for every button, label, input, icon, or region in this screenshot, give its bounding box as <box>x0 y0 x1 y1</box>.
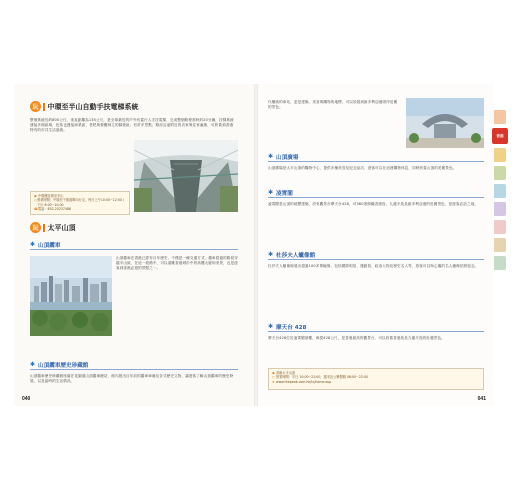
title-bar <box>43 224 45 232</box>
star-icon: ✱ <box>268 189 274 196</box>
subheader-sky-terrace <box>268 322 484 331</box>
info-box <box>30 191 130 215</box>
tussauds-body: 杜莎夫人蠟像館展出超過100多尊蠟像，包括國際明星、運動員、政治人物及歷史名人等，遊客可以與心儀的名人蠟像拍照留念。 <box>268 264 479 268</box>
subheader-peak-tower <box>268 188 484 197</box>
divider <box>268 331 484 332</box>
divider <box>30 249 238 250</box>
info-box <box>268 368 484 390</box>
chapter-tab-label: 香港 <box>496 133 504 138</box>
divider <box>268 259 484 260</box>
chapter-tab[interactable] <box>494 238 506 252</box>
book-spread <box>14 84 494 406</box>
subheader-text: 山頂纜車歷史珍藏館 <box>38 362 89 369</box>
peak-tower-body: 凌霄閣是山頂的地標建築，設有觀景台摩天台428，可360度俯瞰香港島、九龍半島及維多利亞港的壯麗景色，是遊客必訪之地。 <box>268 202 479 206</box>
section-body: 整個系統長約800公尺，垂直距離為135公尺，是全球最長的戶外有蓋行人手扶電梯，完成整個路程需時約20分鐘，扶梯系統連接多個區域，包括也連接商業區、老吧與餐廳林立的蘇豪區；有許多景點，路徑沿途附近的店家與住家遍佈，可欣賞到香港特有的市井生活風貌。 <box>30 118 234 133</box>
subheader-text: 摩天台 428 <box>276 324 307 331</box>
location-icon: ◉ <box>272 371 275 375</box>
subheader-text: 山頂廣場 <box>276 154 299 161</box>
chapter-tab-active[interactable] <box>492 128 508 144</box>
sky-terrace-body: 摩天台428位於凌霄閣頂樓，海拔428公尺，是香港最高的觀景台，可以欣賞香港島及九龍半島的壯麗景色。 <box>268 336 445 340</box>
section-header-peak <box>30 222 76 233</box>
star-icon: ✱ <box>268 153 274 160</box>
subheader-madame-tussauds <box>268 250 484 259</box>
play-badge-icon: 玩 <box>30 101 41 112</box>
subheader-text: 凌霄閣 <box>276 190 293 197</box>
clock-icon: ◷ <box>272 375 275 380</box>
victoria-harbour-photo <box>30 256 112 336</box>
chapter-tab[interactable] <box>494 110 506 124</box>
galleria-body: 山頂廣場是太平山頂的購物中心，提供多種美食及紀念品店，遊客可以在這裡購物休息，同時欣賞山頂的美麗景色。 <box>268 166 457 170</box>
intro-body: 代權威的車站，更是建築、美食與購物的地標，可以欣賞到維多利亞港兩岸壯麗的景色。 <box>268 100 398 110</box>
subheader-text: 山頂纜車 <box>38 242 61 249</box>
subheader-text: 杜莎夫人蠟像館 <box>276 252 316 259</box>
page-number: 040 <box>22 396 31 402</box>
info-phone: 電話：852-25237486 <box>38 207 72 212</box>
subheader-peak-tram <box>30 240 238 249</box>
chapter-tabs <box>494 110 508 274</box>
peak-tram-body: 山頂纜車在香港已經有百年歷史，不僅是一種交通方式，纜車經過的路段穿越半山區，在這一段路中，可以遠眺香港城市中的高樓大廈和美景，也是遊客到香港必遊的景點之一。 <box>116 256 238 271</box>
chapter-tab[interactable] <box>494 202 506 216</box>
subheader-tram-museum <box>30 360 238 369</box>
chapter-tab[interactable] <box>494 184 506 198</box>
escalator-photo <box>134 140 238 212</box>
info-url: www.thepeak.com.hk/tc/home.asp <box>276 379 332 384</box>
chapter-tab[interactable] <box>494 148 506 162</box>
section-header-escalator <box>30 101 139 112</box>
page-number: 041 <box>477 396 486 402</box>
left-page <box>14 84 254 406</box>
chapter-tab[interactable] <box>494 220 506 234</box>
section-title: 太平山頂 <box>47 223 76 232</box>
divider <box>30 369 238 370</box>
star-icon: ✱ <box>268 323 274 330</box>
divider <box>268 197 484 198</box>
divider <box>268 161 484 162</box>
star-icon: ✱ <box>30 361 36 368</box>
info-address: 中環擺花街至半山 <box>38 194 64 198</box>
subheader-peak-galleria <box>268 152 484 161</box>
star-icon: ✱ <box>268 251 274 258</box>
web-icon: ⊕ <box>272 379 275 384</box>
title-bar <box>43 103 45 111</box>
info-address: 香港太平山頂 <box>276 371 296 375</box>
chapter-tab[interactable] <box>494 166 506 180</box>
location-icon: ◉ <box>34 194 37 198</box>
section-title: 中環至半山自動手扶電梯系統 <box>47 102 139 111</box>
info-hours: 營業時間：平日 10:00~22:00，週末及公眾假期 08:00~22:00 <box>276 375 368 380</box>
clock-icon: ◷ <box>34 198 37 203</box>
play-badge-icon: 玩 <box>30 222 41 233</box>
star-icon: ✱ <box>30 241 36 248</box>
phone-icon: ☎ <box>34 207 38 212</box>
peak-tower-photo <box>406 98 484 148</box>
right-page <box>258 84 494 406</box>
tram-museum-body: 山頂纜車歷史珍藏館座落在花園道山頂纜車總站，館內展出百年前的纜車車廂及各式歷史文物，讓遊客了解山頂纜車的歷史發展，以及當時的生活情況。 <box>30 374 234 384</box>
info-hours: 營業時間：中環至干德道單向行走，每日上午10:00~12:00 / 下行 6:00~10:00 <box>37 198 124 207</box>
chapter-tab[interactable] <box>494 256 506 270</box>
